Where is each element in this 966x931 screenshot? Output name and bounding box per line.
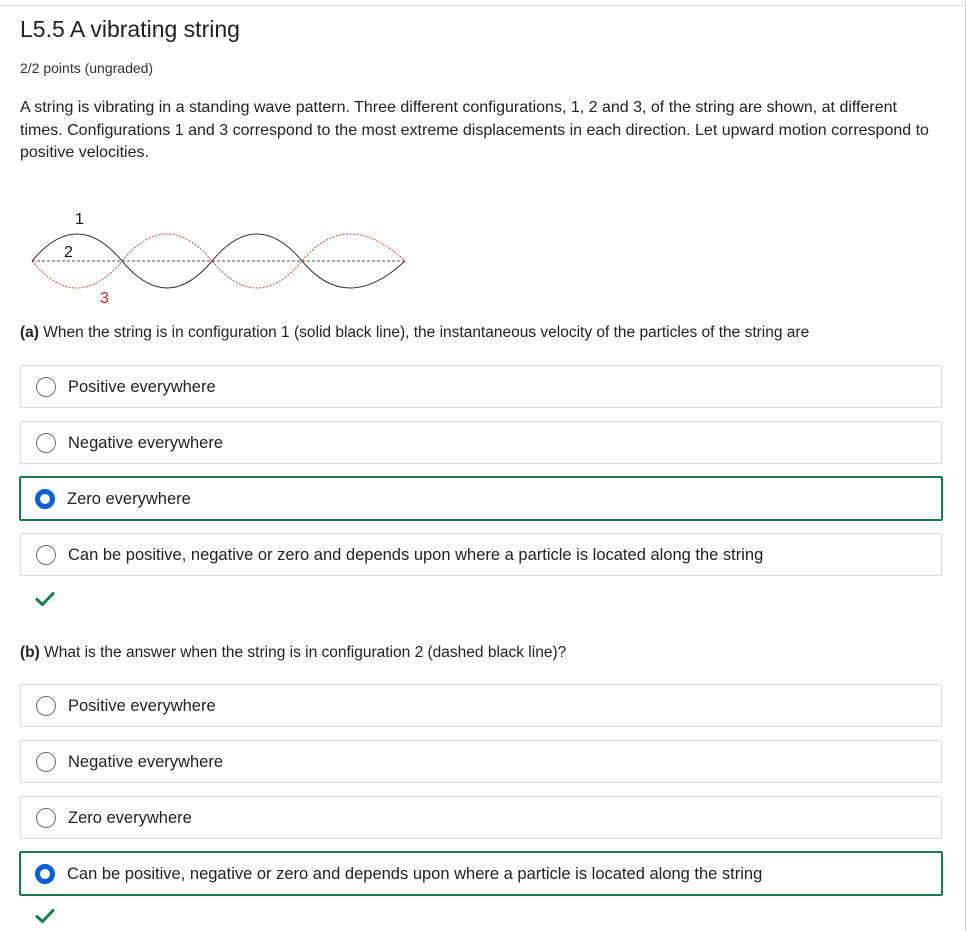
radio-button-selected[interactable] [35,864,55,884]
radio-button[interactable] [36,545,56,565]
radio-button[interactable] [36,696,56,716]
correct-check-icon [35,591,55,607]
option-b-negative[interactable] [20,740,942,783]
question-a-label: (a) [20,324,39,341]
standing-wave-figure [25,205,415,307]
option-label: Positive everywhere [68,696,216,715]
option-label: Positive everywhere [68,377,216,396]
option-a-depends[interactable] [20,533,942,576]
option-a-positive[interactable] [20,365,942,408]
option-label: Zero everywhere [68,808,192,827]
label-1: 1 [75,211,84,228]
question-b-text: What is the answer when the string is in configuration 2 (dashed black line)? [44,644,567,661]
label-3: 3 [100,290,109,307]
radio-button[interactable] [36,808,56,828]
problem-prompt: A string is vibrating in a standing wave pattern. Three different configurations, 1, 2 and 3, of the string are shown, at different times. Configurations 1 and 3 correspond to the most extreme displacements in each direction. Let upward motion correspond to positive velocities. [20,99,929,161]
radio-button[interactable] [36,752,56,772]
option-label: Can be positive, negative or zero and depends upon where a particle is located along the string [68,545,764,564]
radio-button[interactable] [36,433,56,453]
question-a-text: When the string is in configuration 1 (solid black line), the instantaneous velocity of the particles of the string are [43,324,810,341]
option-b-zero[interactable] [20,796,942,839]
option-label: Negative everywhere [68,752,223,771]
problem-title: L5.5 A vibrating string [20,16,240,42]
option-a-zero[interactable] [19,476,943,521]
option-b-positive[interactable] [20,684,942,727]
option-b-depends[interactable] [19,851,943,896]
label-2: 2 [64,244,73,261]
option-label: Negative everywhere [68,433,223,452]
option-a-negative[interactable] [20,421,942,464]
correct-check-icon [35,908,55,924]
radio-button[interactable] [36,377,56,397]
top-divider [0,5,966,6]
question-b-label: (b) [20,644,40,661]
question-a [20,323,940,343]
points-status: 2/2 points (ungraded) [20,60,154,76]
option-label: Zero everywhere [67,489,191,508]
option-label: Can be positive, negative or zero and depends upon where a particle is located along the string [67,864,763,883]
radio-button-selected[interactable] [35,489,55,509]
question-b [20,643,940,663]
